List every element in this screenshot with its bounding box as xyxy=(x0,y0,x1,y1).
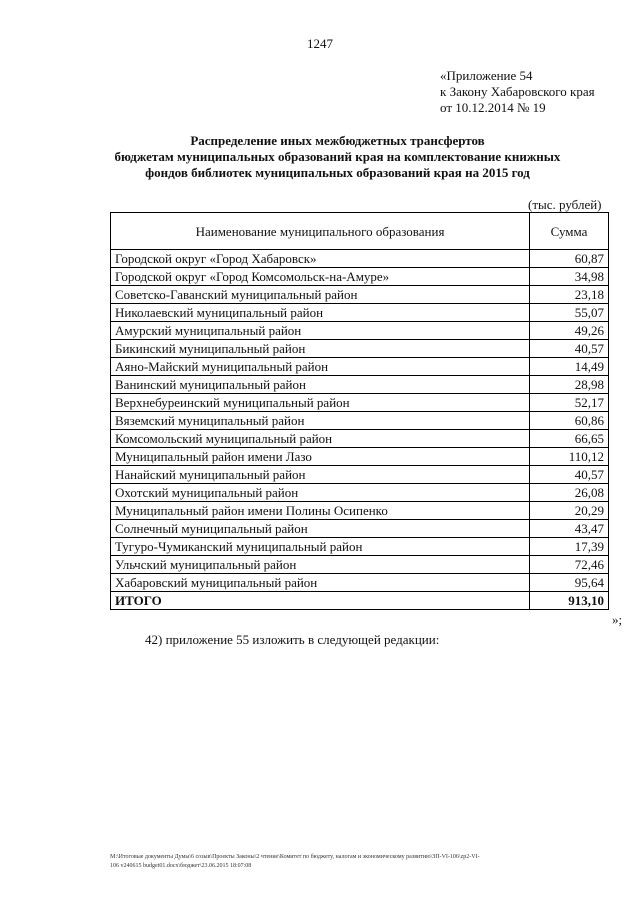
total-amount: 913,10 xyxy=(530,592,609,610)
document-title xyxy=(60,133,615,181)
table-row xyxy=(111,430,609,448)
table-row xyxy=(111,538,609,556)
table-row xyxy=(111,574,609,592)
transfer-amount: 72,46 xyxy=(530,556,609,574)
table-row xyxy=(111,412,609,430)
table-row xyxy=(111,394,609,412)
title-line: фондов библиотек муниципальных образований края на 2015 год xyxy=(145,165,530,180)
transfer-amount: 23,18 xyxy=(530,286,609,304)
transfer-amount: 49,26 xyxy=(530,322,609,340)
table-row xyxy=(111,304,609,322)
table-row xyxy=(111,250,609,268)
total-row xyxy=(111,592,609,610)
closing-quote: »; xyxy=(612,612,623,627)
title-line: бюджетам муниципальных образований края на комплектование книжных xyxy=(114,149,561,164)
appendix-reference xyxy=(440,68,595,116)
table-body xyxy=(111,250,609,610)
transfer-amount: 43,47 xyxy=(530,520,609,538)
transfer-amount: 14,49 xyxy=(530,358,609,376)
transfer-amount: 110,12 xyxy=(530,448,609,466)
item-42-text: 42) приложение 55 изложить в следующей редакции: xyxy=(145,632,440,647)
transfer-amount: 60,87 xyxy=(530,250,609,268)
municipality-name: Охотский муниципальный район xyxy=(111,484,530,502)
transfer-amount: 60,86 xyxy=(530,412,609,430)
municipality-name: Вяземский муниципальный район xyxy=(111,412,530,430)
municipality-name: Хабаровский муниципальный район xyxy=(111,574,530,592)
municipality-name: Ульчский муниципальный район xyxy=(111,556,530,574)
transfer-amount: 66,65 xyxy=(530,430,609,448)
table-row xyxy=(111,466,609,484)
municipality-name: Нанайский муниципальный район xyxy=(111,466,530,484)
total-label: ИТОГО xyxy=(111,592,530,610)
footer-line: 106 v240615 budget01.docx\бюджет\23.06.2015 18:07:08 xyxy=(110,863,252,869)
transfer-amount: 95,64 xyxy=(530,574,609,592)
transfer-amount: 52,17 xyxy=(530,394,609,412)
transfer-amount: 20,29 xyxy=(530,502,609,520)
municipality-name: Муниципальный район имени Полины Осипенко xyxy=(111,502,530,520)
title-line: Распределение иных межбюджетных трансфертов xyxy=(190,133,485,148)
table-row xyxy=(111,340,609,358)
transfer-amount: 40,57 xyxy=(530,466,609,484)
file-path-footer xyxy=(110,853,615,871)
table-row xyxy=(111,520,609,538)
unit-note: (тыс. рублей) xyxy=(528,197,602,212)
transfer-amount: 17,39 xyxy=(530,538,609,556)
transfer-amount: 55,07 xyxy=(530,304,609,322)
municipality-name: Верхнебуреинский муниципальный район xyxy=(111,394,530,412)
municipality-name: Ванинский муниципальный район xyxy=(111,376,530,394)
transfer-amount: 28,98 xyxy=(530,376,609,394)
transfer-amount: 26,08 xyxy=(530,484,609,502)
municipality-name: Амурский муниципальный район xyxy=(111,322,530,340)
table-row xyxy=(111,268,609,286)
municipality-name: Аяно-Майский муниципальный район xyxy=(111,358,530,376)
table-row xyxy=(111,448,609,466)
municipality-name: Тугуро-Чумиканский муниципальный район xyxy=(111,538,530,556)
column-header-name: Наименование муниципального образования xyxy=(111,213,530,250)
table-row xyxy=(111,322,609,340)
municipality-name: Комсомольский муниципальный район xyxy=(111,430,530,448)
footer-line: M:\Итоговые документы Думы\6 созыв\Проекты Законы\2 чтение\Комитет по бюджету, налогам и экономическому развитию\ЗП-VI-106\zp2-VI- xyxy=(110,854,480,860)
municipality-name: Муниципальный район имени Лазо xyxy=(111,448,530,466)
transfer-amount: 40,57 xyxy=(530,340,609,358)
table-row xyxy=(111,286,609,304)
municipality-name: Городской округ «Город Хабаровск» xyxy=(111,250,530,268)
page-number: 1247 xyxy=(307,36,333,51)
municipality-name: Бикинский муниципальный район xyxy=(111,340,530,358)
table-row xyxy=(111,556,609,574)
table-header-row xyxy=(111,213,609,250)
table-row xyxy=(111,484,609,502)
distribution-table xyxy=(110,212,609,610)
transfer-amount: 34,98 xyxy=(530,268,609,286)
appendix-line: к Закону Хабаровского края xyxy=(440,84,595,99)
table-row xyxy=(111,502,609,520)
appendix-line: «Приложение 54 xyxy=(440,68,533,83)
municipality-name: Городской округ «Город Комсомольск-на-Амуре» xyxy=(111,268,530,286)
municipality-name: Советско-Гаванский муниципальный район xyxy=(111,286,530,304)
table-row xyxy=(111,358,609,376)
municipality-name: Николаевский муниципальный район xyxy=(111,304,530,322)
column-header-sum: Сумма xyxy=(530,213,609,250)
table-row xyxy=(111,376,609,394)
appendix-line: от 10.12.2014 № 19 xyxy=(440,100,546,115)
municipality-name: Солнечный муниципальный район xyxy=(111,520,530,538)
